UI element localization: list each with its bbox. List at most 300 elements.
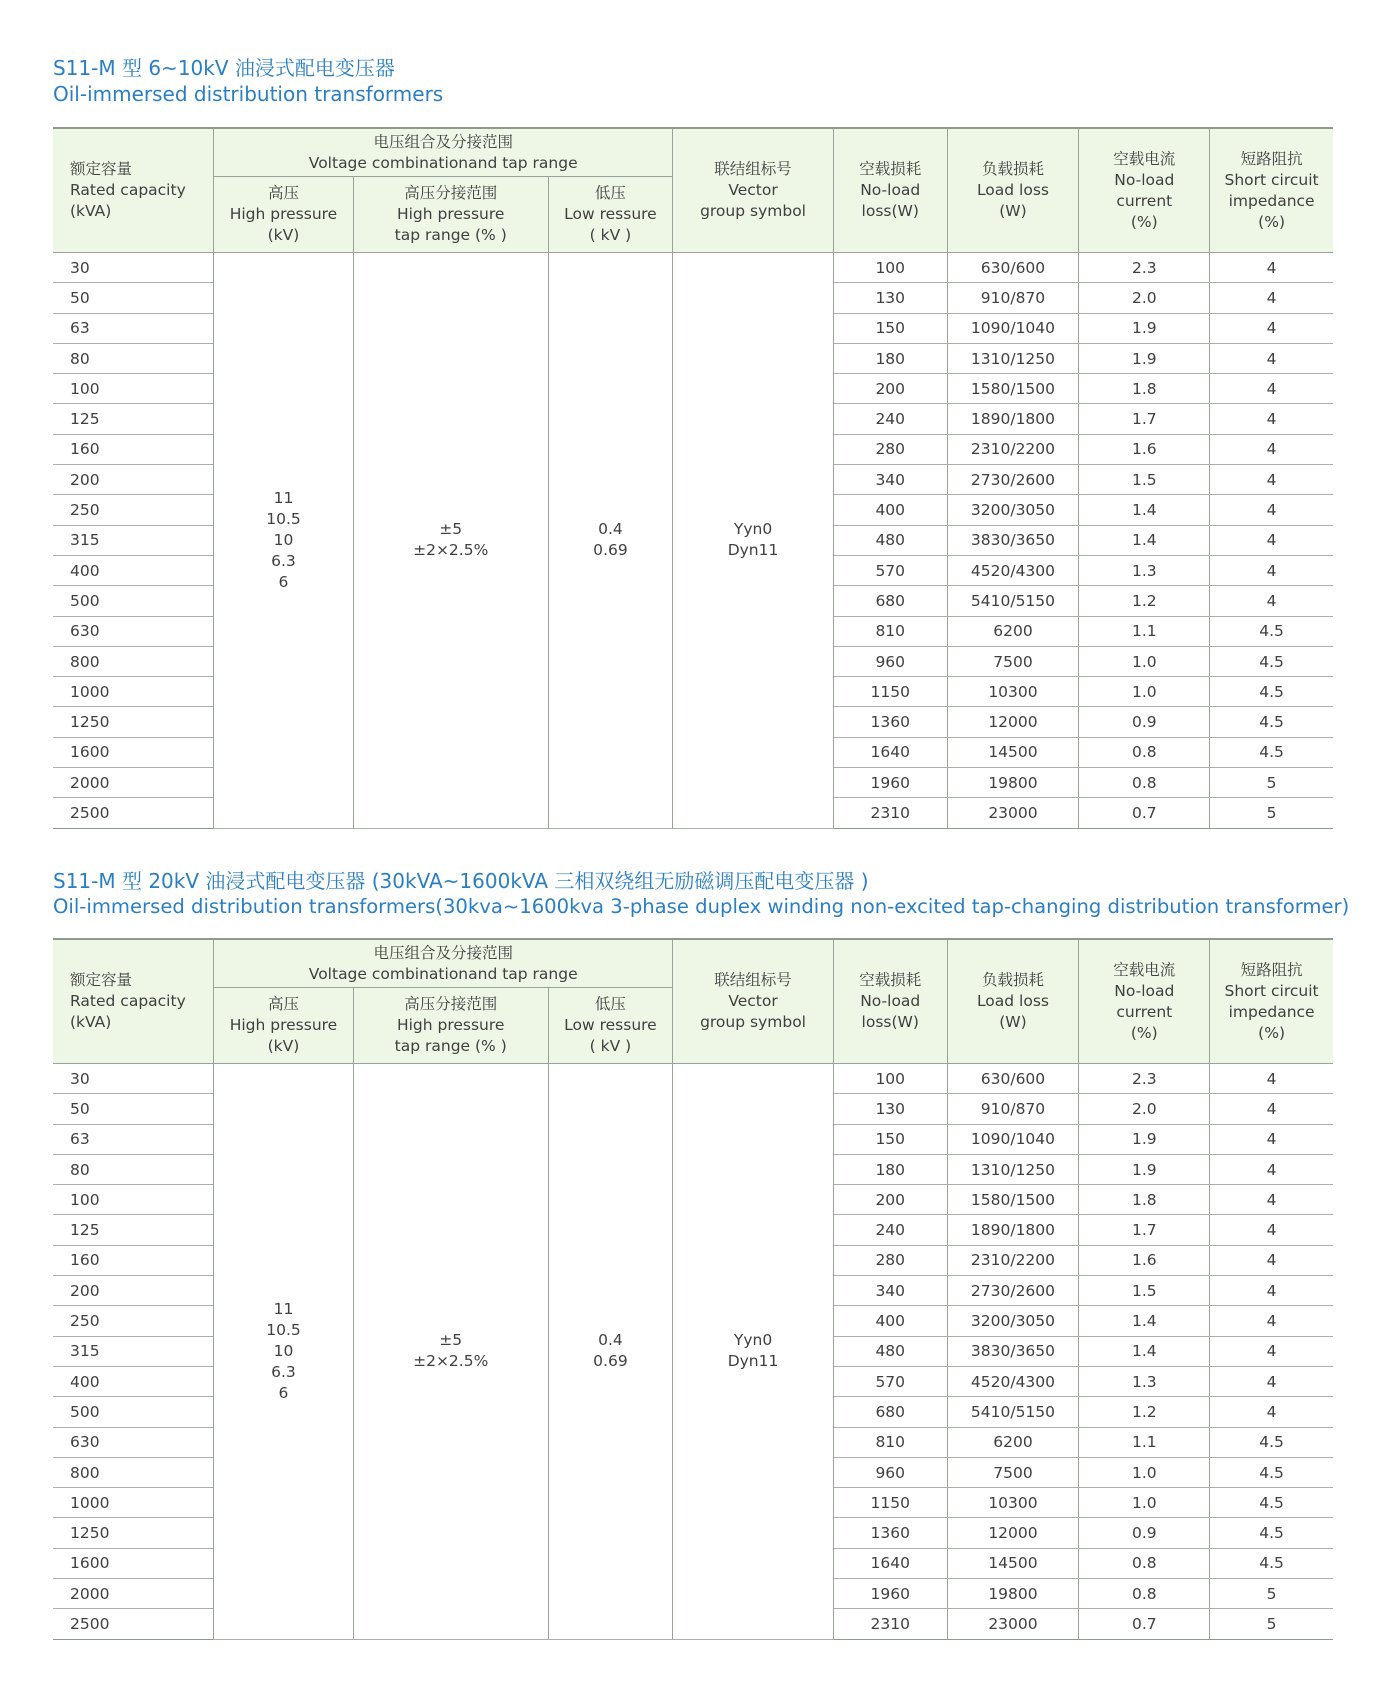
cell-impedance: 4.5 <box>1210 677 1333 707</box>
cell-no-load-current: 1.5 <box>1079 1276 1210 1306</box>
cell-load-loss: 12000 <box>947 707 1079 737</box>
header-row <box>53 128 1333 177</box>
header-vector-group <box>673 128 834 253</box>
cell-capacity: 250 <box>53 495 214 525</box>
cell-no-load-current: 2.0 <box>1079 1094 1210 1124</box>
cell-impedance: 4 <box>1210 313 1333 343</box>
table-header <box>53 128 1333 253</box>
header-line: tap range (% ) <box>394 1037 507 1055</box>
cell-impedance: 4.5 <box>1210 1548 1333 1578</box>
cell-no-load-current: 1.8 <box>1079 1185 1210 1215</box>
cell-load-loss: 3200/3050 <box>947 1306 1079 1336</box>
header-line: Vector <box>728 992 778 1010</box>
cell-no-load-current: 0.8 <box>1079 1548 1210 1578</box>
cell-impedance: 4 <box>1210 1124 1333 1154</box>
cell-load-loss: 19800 <box>947 1579 1079 1609</box>
cell-impedance: 4 <box>1210 1064 1333 1094</box>
cell-no-load-loss: 280 <box>833 434 947 464</box>
cell-capacity: 80 <box>53 343 214 373</box>
header-rated-capacity <box>53 128 214 253</box>
header-load-loss <box>947 128 1079 253</box>
header-line: 额定容量 <box>70 160 133 178</box>
header-line: No-load <box>1114 170 1175 189</box>
cell-no-load-loss: 400 <box>833 495 947 525</box>
header-line: (kV) <box>267 226 300 244</box>
cell-no-load-current: 0.7 <box>1079 1609 1210 1639</box>
header-line: 电压组合及分接范围 <box>373 132 513 151</box>
header-vector-group <box>673 939 834 1064</box>
header-line: (W) <box>999 202 1027 220</box>
header-line: Low ressure <box>564 1016 657 1034</box>
header-line: (%) <box>1258 1023 1285 1042</box>
header-line: High pressure <box>229 205 338 223</box>
cell-load-loss: 1090/1040 <box>947 1124 1079 1154</box>
cell-line: ±2×2.5% <box>413 1352 489 1371</box>
header-line: (%) <box>1258 212 1285 231</box>
cell-capacity: 125 <box>53 404 214 434</box>
cell-no-load-current: 0.9 <box>1079 1518 1210 1548</box>
cell-load-loss: 4520/4300 <box>947 1366 1079 1396</box>
cell-line: 6.3 <box>271 1362 296 1381</box>
cell-impedance: 4 <box>1210 1154 1333 1184</box>
cell-no-load-loss: 340 <box>833 1276 947 1306</box>
header-short-circuit-impedance <box>1210 939 1333 1064</box>
cell-load-loss: 4520/4300 <box>947 555 1079 585</box>
cell-no-load-loss: 1150 <box>833 1488 947 1518</box>
cell-load-loss: 3200/3050 <box>947 495 1079 525</box>
header-line: loss(W) <box>861 1013 919 1031</box>
header-line: ( kV ) <box>589 1037 632 1055</box>
cell-impedance: 5 <box>1210 798 1333 828</box>
header-line: 高压 <box>267 184 299 202</box>
spec-table <box>53 938 1333 1640</box>
header-line: ( kV ) <box>589 226 632 244</box>
cell-high-voltage <box>214 253 353 829</box>
cell-low-voltage <box>548 1064 672 1640</box>
cell-no-load-loss: 960 <box>833 646 947 676</box>
cell-impedance: 4 <box>1210 283 1333 313</box>
cell-line: 0.69 <box>593 541 628 560</box>
cell-no-load-current: 1.9 <box>1079 343 1210 373</box>
cell-line: 11 <box>273 488 294 507</box>
cell-capacity: 200 <box>53 465 214 495</box>
cell-no-load-loss: 1640 <box>833 737 947 767</box>
cell-no-load-loss: 100 <box>833 1064 947 1094</box>
cell-load-loss: 5410/5150 <box>947 586 1079 616</box>
header-line: loss(W) <box>861 202 919 220</box>
cell-tap-range <box>353 253 548 829</box>
header-line: No-load <box>1114 981 1175 1000</box>
cell-load-loss: 7500 <box>947 646 1079 676</box>
cell-impedance: 4 <box>1210 1094 1333 1124</box>
cell-impedance: 4 <box>1210 253 1333 283</box>
header-line: current <box>1116 191 1173 210</box>
header-line: Voltage combinationand tap range <box>308 964 578 983</box>
cell-load-loss: 1310/1250 <box>947 1154 1079 1184</box>
header-line: (kV) <box>267 1037 300 1055</box>
header-line: (W) <box>999 1013 1027 1031</box>
header-tap-range <box>353 177 548 253</box>
table-body <box>53 1064 1333 1640</box>
cell-line: Yyn0 <box>733 1331 773 1350</box>
cell-no-load-loss: 180 <box>833 1154 947 1184</box>
cell-line: 0.69 <box>593 1352 628 1371</box>
header-line: Short circuit <box>1224 981 1319 1000</box>
cell-impedance: 5 <box>1210 1609 1333 1639</box>
cell-no-load-current: 1.9 <box>1079 1154 1210 1184</box>
cell-line: 0.4 <box>598 520 623 539</box>
cell-no-load-current: 1.9 <box>1079 1124 1210 1154</box>
header-line: 空载电流 <box>1113 960 1176 979</box>
spec-table <box>53 127 1333 829</box>
cell-no-load-loss: 100 <box>833 253 947 283</box>
cell-no-load-current: 2.3 <box>1079 1064 1210 1094</box>
cell-no-load-loss: 340 <box>833 465 947 495</box>
cell-impedance: 4 <box>1210 1366 1333 1396</box>
cell-no-load-loss: 200 <box>833 374 947 404</box>
cell-no-load-loss: 400 <box>833 1306 947 1336</box>
cell-impedance: 4 <box>1210 525 1333 555</box>
cell-capacity: 80 <box>53 1154 214 1184</box>
cell-line: 10 <box>273 1341 294 1360</box>
cell-no-load-current: 1.0 <box>1079 1488 1210 1518</box>
cell-no-load-loss: 960 <box>833 1457 947 1487</box>
cell-impedance: 4 <box>1210 555 1333 585</box>
cell-capacity: 30 <box>53 1064 214 1094</box>
table-title-cn: S11-M 型 20kV 油浸式配电变压器 (30kVA~1600kVA 三相双绕组无励磁调压配电变压器 ) <box>53 869 869 893</box>
cell-line: 10.5 <box>266 509 301 528</box>
header-row <box>53 939 1333 988</box>
header-low-pressure <box>548 988 672 1064</box>
cell-capacity: 1600 <box>53 1548 214 1578</box>
table-row <box>53 253 1333 283</box>
cell-line: 6 <box>278 572 289 591</box>
cell-load-loss: 5410/5150 <box>947 1397 1079 1427</box>
table-title-cn: S11-M 型 6~10kV 油浸式配电变压器 <box>53 56 395 80</box>
cell-no-load-current: 1.2 <box>1079 1397 1210 1427</box>
header-line: impedance <box>1228 1002 1315 1021</box>
header-line: 短路阻抗 <box>1240 960 1303 979</box>
cell-no-load-current: 1.3 <box>1079 1366 1210 1396</box>
cell-capacity: 1250 <box>53 1518 214 1548</box>
cell-line: 10 <box>273 530 294 549</box>
cell-no-load-loss: 810 <box>833 616 947 646</box>
cell-impedance: 4.5 <box>1210 1518 1333 1548</box>
header-line: 负载损耗 <box>981 971 1044 989</box>
header-line: 联结组标号 <box>714 971 792 989</box>
cell-impedance: 4 <box>1210 586 1333 616</box>
cell-no-load-current: 1.4 <box>1079 1306 1210 1336</box>
cell-impedance: 4.5 <box>1210 737 1333 767</box>
cell-no-load-loss: 810 <box>833 1427 947 1457</box>
cell-load-loss: 1310/1250 <box>947 343 1079 373</box>
cell-no-load-loss: 680 <box>833 586 947 616</box>
cell-capacity: 2000 <box>53 768 214 798</box>
header-high-pressure <box>214 177 353 253</box>
cell-load-loss: 1580/1500 <box>947 374 1079 404</box>
header-line: Vector <box>728 181 778 199</box>
cell-no-load-current: 1.1 <box>1079 616 1210 646</box>
cell-impedance: 4 <box>1210 1276 1333 1306</box>
header-line: 高压 <box>267 995 299 1013</box>
cell-impedance: 4 <box>1210 343 1333 373</box>
cell-impedance: 4.5 <box>1210 1488 1333 1518</box>
header-line: 低压 <box>594 995 626 1013</box>
cell-no-load-loss: 130 <box>833 1094 947 1124</box>
cell-high-voltage <box>214 1064 353 1640</box>
cell-vector-group <box>673 1064 834 1640</box>
header-line: (kVA) <box>70 202 112 220</box>
header-short-circuit-impedance <box>1210 128 1333 253</box>
cell-load-loss: 910/870 <box>947 283 1079 313</box>
cell-load-loss: 10300 <box>947 677 1079 707</box>
cell-load-loss: 630/600 <box>947 253 1079 283</box>
cell-capacity: 2000 <box>53 1579 214 1609</box>
cell-load-loss: 7500 <box>947 1457 1079 1487</box>
header-no-load-loss <box>833 939 947 1064</box>
cell-load-loss: 1890/1800 <box>947 1215 1079 1245</box>
cell-load-loss: 1890/1800 <box>947 404 1079 434</box>
header-line: (%) <box>1130 212 1158 231</box>
cell-no-load-loss: 680 <box>833 1397 947 1427</box>
cell-no-load-loss: 480 <box>833 525 947 555</box>
table-title-en: Oil-immersed distribution transformers(30kva~1600kva 3-phase duplex winding non-excited tap-changing distribution transformer) <box>53 895 1350 918</box>
cell-load-loss: 14500 <box>947 737 1079 767</box>
cell-load-loss: 14500 <box>947 1548 1079 1578</box>
cell-no-load-loss: 1360 <box>833 707 947 737</box>
header-line: High pressure <box>229 1016 338 1034</box>
header-line: current <box>1116 1002 1173 1021</box>
header-line: Rated capacity <box>70 181 186 199</box>
header-line: High pressure <box>396 205 505 223</box>
cell-no-load-loss: 240 <box>833 1215 947 1245</box>
cell-capacity: 315 <box>53 525 214 555</box>
cell-load-loss: 6200 <box>947 1427 1079 1457</box>
cell-capacity: 50 <box>53 1094 214 1124</box>
cell-line: ±2×2.5% <box>413 541 489 560</box>
section-20kv <box>53 868 1350 1633</box>
cell-no-load-current: 1.0 <box>1079 677 1210 707</box>
cell-impedance: 4 <box>1210 434 1333 464</box>
cell-impedance: 5 <box>1210 768 1333 798</box>
cell-capacity: 100 <box>53 1185 214 1215</box>
header-line: 空载损耗 <box>859 160 922 178</box>
cell-capacity: 63 <box>53 313 214 343</box>
header-line: Short circuit <box>1224 170 1319 189</box>
cell-impedance: 4 <box>1210 465 1333 495</box>
cell-load-loss: 1580/1500 <box>947 1185 1079 1215</box>
header-line: 高压分接范围 <box>404 184 498 202</box>
cell-capacity: 30 <box>53 253 214 283</box>
cell-load-loss: 6200 <box>947 616 1079 646</box>
cell-no-load-current: 2.3 <box>1079 253 1210 283</box>
header-line: Low ressure <box>564 205 657 223</box>
cell-no-load-loss: 2310 <box>833 1609 947 1639</box>
cell-load-loss: 2730/2600 <box>947 1276 1079 1306</box>
cell-no-load-current: 0.8 <box>1079 768 1210 798</box>
cell-no-load-current: 1.2 <box>1079 586 1210 616</box>
cell-capacity: 1000 <box>53 1488 214 1518</box>
cell-load-loss: 23000 <box>947 1609 1079 1639</box>
cell-capacity: 2500 <box>53 798 214 828</box>
header-high-pressure <box>214 988 353 1064</box>
header-low-pressure <box>548 177 672 253</box>
cell-capacity: 63 <box>53 1124 214 1154</box>
cell-capacity: 630 <box>53 1427 214 1457</box>
header-line: tap range (% ) <box>394 226 507 244</box>
cell-no-load-current: 1.0 <box>1079 1457 1210 1487</box>
header-line: 电压组合及分接范围 <box>373 943 513 962</box>
table-row <box>53 1064 1333 1094</box>
header-line: impedance <box>1228 191 1315 210</box>
cell-no-load-current: 1.6 <box>1079 434 1210 464</box>
header-line: 负载损耗 <box>981 160 1044 178</box>
cell-no-load-current: 1.7 <box>1079 1215 1210 1245</box>
cell-line: 6 <box>278 1383 289 1402</box>
header-line: 高压分接范围 <box>404 995 498 1013</box>
cell-capacity: 800 <box>53 646 214 676</box>
cell-line: Dyn11 <box>727 541 779 560</box>
cell-load-loss: 910/870 <box>947 1094 1079 1124</box>
header-tap-range <box>353 988 548 1064</box>
cell-load-loss: 23000 <box>947 798 1079 828</box>
spec-table-wrapper <box>53 938 1333 1640</box>
cell-impedance: 4 <box>1210 1306 1333 1336</box>
header-line: 短路阻抗 <box>1240 149 1303 168</box>
header-line: Load loss <box>976 181 1049 199</box>
cell-impedance: 4.5 <box>1210 616 1333 646</box>
header-line: 空载损耗 <box>859 971 922 989</box>
cell-capacity: 160 <box>53 1245 214 1275</box>
cell-no-load-loss: 480 <box>833 1336 947 1366</box>
cell-capacity: 200 <box>53 1276 214 1306</box>
cell-no-load-current: 2.0 <box>1079 283 1210 313</box>
cell-no-load-current: 1.7 <box>1079 404 1210 434</box>
cell-impedance: 4.5 <box>1210 1427 1333 1457</box>
header-rated-capacity <box>53 939 214 1064</box>
cell-line: Dyn11 <box>727 1352 779 1371</box>
cell-load-loss: 2730/2600 <box>947 465 1079 495</box>
section-6-10kv <box>53 55 1333 822</box>
cell-no-load-loss: 130 <box>833 283 947 313</box>
cell-no-load-current: 0.7 <box>1079 798 1210 828</box>
cell-no-load-current: 1.8 <box>1079 374 1210 404</box>
header-no-load-current <box>1079 128 1210 253</box>
cell-impedance: 4 <box>1210 374 1333 404</box>
cell-line: 6.3 <box>271 551 296 570</box>
cell-no-load-current: 1.3 <box>1079 555 1210 585</box>
cell-impedance: 4 <box>1210 1336 1333 1366</box>
table-title-en: Oil-immersed distribution transformers <box>53 82 444 106</box>
cell-impedance: 4 <box>1210 404 1333 434</box>
cell-capacity: 400 <box>53 1366 214 1396</box>
cell-load-loss: 3830/3650 <box>947 1336 1079 1366</box>
cell-vector-group <box>673 253 834 829</box>
cell-impedance: 5 <box>1210 1579 1333 1609</box>
cell-load-loss: 10300 <box>947 1488 1079 1518</box>
cell-capacity: 630 <box>53 616 214 646</box>
header-line: Rated capacity <box>70 992 186 1010</box>
cell-no-load-loss: 280 <box>833 1245 947 1275</box>
header-line: group symbol <box>700 1013 806 1031</box>
header-line: 联结组标号 <box>714 160 792 178</box>
cell-no-load-loss: 200 <box>833 1185 947 1215</box>
header-line: No-load <box>860 992 921 1010</box>
cell-no-load-current: 1.0 <box>1079 646 1210 676</box>
cell-no-load-loss: 1640 <box>833 1548 947 1578</box>
cell-capacity: 500 <box>53 1397 214 1427</box>
header-line: group symbol <box>700 202 806 220</box>
cell-capacity: 250 <box>53 1306 214 1336</box>
cell-capacity: 125 <box>53 1215 214 1245</box>
cell-capacity: 1250 <box>53 707 214 737</box>
cell-line: 0.4 <box>598 1331 623 1350</box>
cell-no-load-loss: 150 <box>833 313 947 343</box>
header-voltage-combination <box>214 128 673 177</box>
cell-line: 10.5 <box>266 1320 301 1339</box>
cell-line: ±5 <box>439 1331 463 1350</box>
cell-no-load-loss: 2310 <box>833 798 947 828</box>
header-line: High pressure <box>396 1016 505 1034</box>
cell-no-load-current: 1.5 <box>1079 465 1210 495</box>
cell-capacity: 100 <box>53 374 214 404</box>
header-line: (kVA) <box>70 1013 112 1031</box>
cell-no-load-loss: 1960 <box>833 768 947 798</box>
cell-no-load-current: 1.4 <box>1079 495 1210 525</box>
cell-impedance: 4.5 <box>1210 707 1333 737</box>
cell-load-loss: 2310/2200 <box>947 1245 1079 1275</box>
cell-no-load-loss: 180 <box>833 343 947 373</box>
header-line: Load loss <box>976 992 1049 1010</box>
table-body <box>53 253 1333 829</box>
header-line: Voltage combinationand tap range <box>308 153 578 172</box>
cell-no-load-loss: 570 <box>833 555 947 585</box>
cell-impedance: 4 <box>1210 1215 1333 1245</box>
cell-no-load-current: 1.9 <box>1079 313 1210 343</box>
cell-impedance: 4 <box>1210 495 1333 525</box>
cell-no-load-current: 1.6 <box>1079 1245 1210 1275</box>
cell-no-load-current: 1.4 <box>1079 525 1210 555</box>
cell-load-loss: 12000 <box>947 1518 1079 1548</box>
cell-line: ±5 <box>439 520 463 539</box>
cell-no-load-current: 0.8 <box>1079 737 1210 767</box>
header-no-load-current <box>1079 939 1210 1064</box>
cell-no-load-current: 1.1 <box>1079 1427 1210 1457</box>
cell-capacity: 500 <box>53 586 214 616</box>
cell-tap-range <box>353 1064 548 1640</box>
cell-impedance: 4 <box>1210 1185 1333 1215</box>
cell-no-load-current: 0.8 <box>1079 1579 1210 1609</box>
cell-capacity: 400 <box>53 555 214 585</box>
cell-capacity: 50 <box>53 283 214 313</box>
cell-impedance: 4 <box>1210 1397 1333 1427</box>
cell-load-loss: 1090/1040 <box>947 313 1079 343</box>
header-voltage-combination <box>214 939 673 988</box>
cell-no-load-loss: 1150 <box>833 677 947 707</box>
header-no-load-loss <box>833 128 947 253</box>
cell-no-load-loss: 1960 <box>833 1579 947 1609</box>
cell-impedance: 4.5 <box>1210 1457 1333 1487</box>
cell-load-loss: 2310/2200 <box>947 434 1079 464</box>
cell-capacity: 2500 <box>53 1609 214 1639</box>
cell-load-loss: 19800 <box>947 768 1079 798</box>
table-header <box>53 939 1333 1064</box>
header-line: 空载电流 <box>1113 149 1176 168</box>
spec-table-wrapper <box>53 127 1333 829</box>
cell-capacity: 160 <box>53 434 214 464</box>
cell-low-voltage <box>548 253 672 829</box>
cell-impedance: 4 <box>1210 1245 1333 1275</box>
